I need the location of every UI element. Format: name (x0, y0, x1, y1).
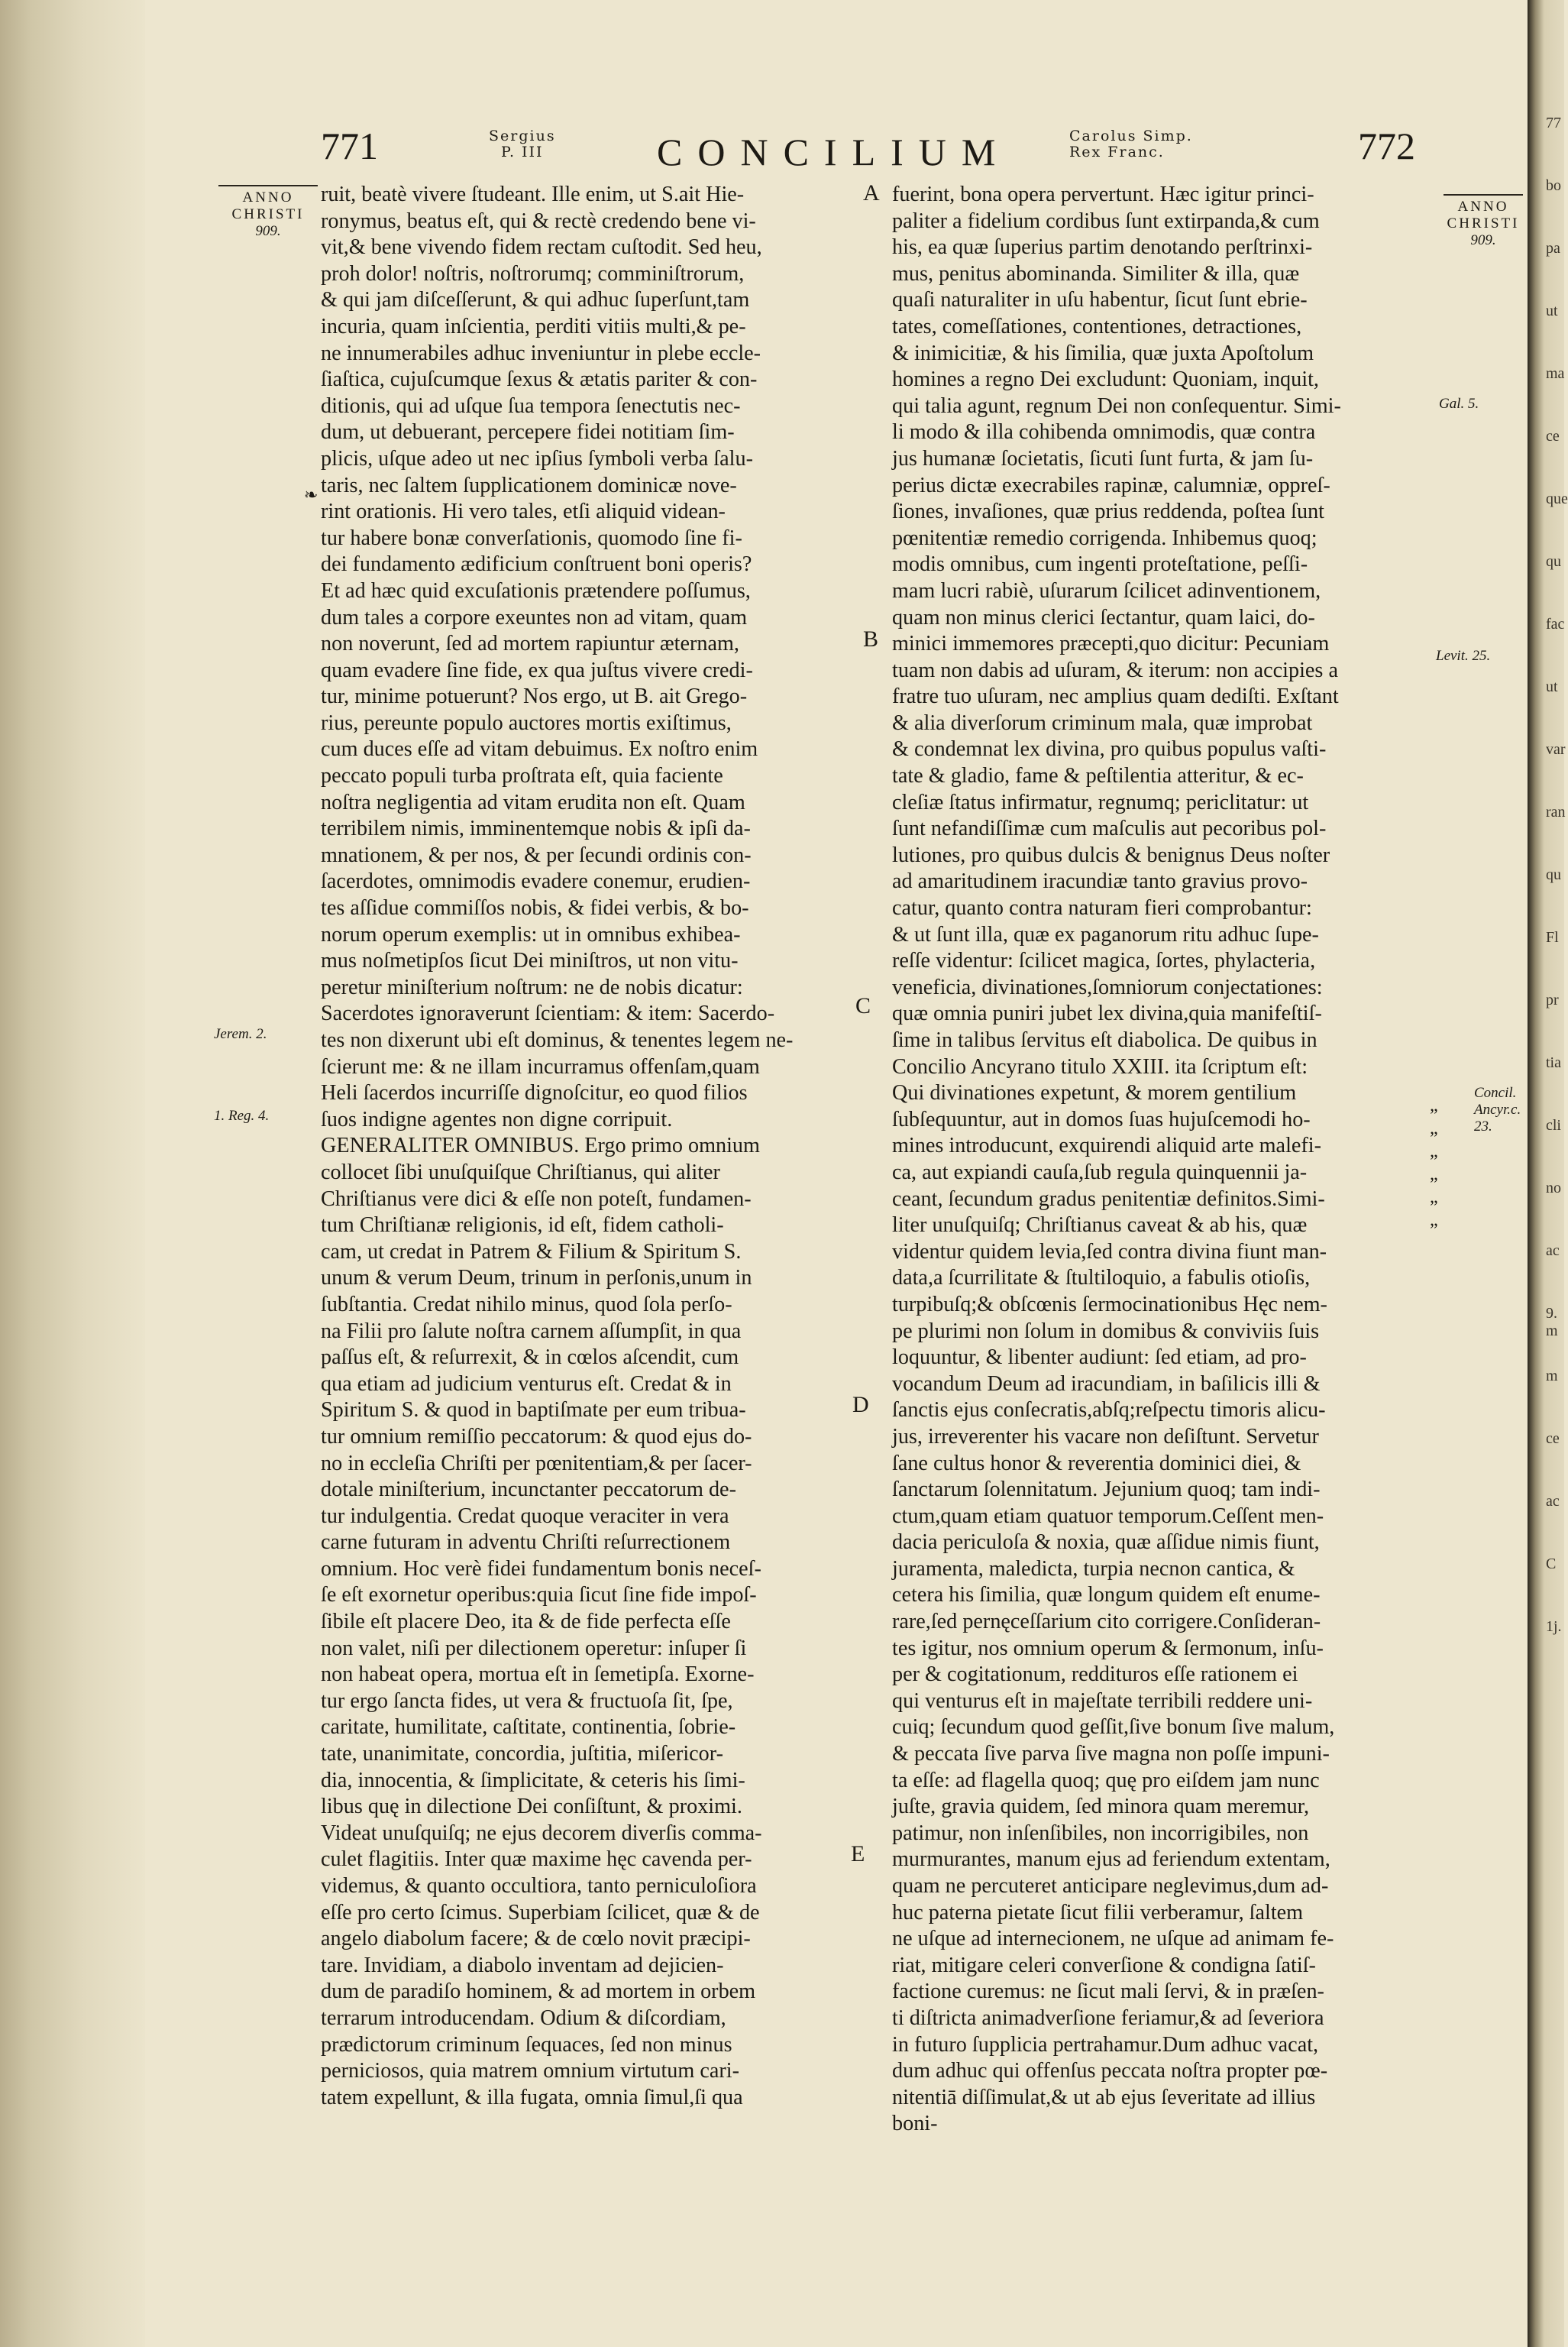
adjacent-page-fragment: qu (1546, 553, 1561, 570)
text-line: non habeat opera, mortua eſt in ſemetipſa. Exorne- (321, 1662, 755, 1687)
text-line: mam lucri rabiè, uſurarum ſcilicet adinventionem, (892, 578, 1321, 603)
adjacent-page-fragment: ma (1546, 365, 1565, 382)
text-line: jus humanæ ſocietatis, ſicuti ſunt furta, & jam ſu- (892, 446, 1314, 471)
text-line: & alia diverſorum criminum mala, quæ improbat (892, 711, 1313, 735)
adjacent-page-fragment: pa (1546, 240, 1560, 257)
text-line: ſane cultus honor & reverentia dominici diei, & (892, 1451, 1301, 1475)
text-line: carne futuram in adventu Chriſti reſurrectionem (321, 1530, 731, 1555)
text-line: Qui divinationes expetunt, & morem gentilium (892, 1081, 1297, 1106)
text-line: tur ergo ſancta fides, ut vera & fructuoſa ſit, ſpe, (321, 1688, 733, 1713)
text-line: GENERALITER OMNIBUS. Ergo primo omnium (321, 1134, 760, 1158)
text-line: jus, irreverenter his vacare non deſiſtunt. Servetur (892, 1424, 1319, 1449)
adjacent-page-fragment: ce (1546, 1430, 1560, 1447)
margin-note-reg: 1. Reg. 4. (214, 1108, 270, 1124)
text-line: ronymus, beatus eſt, qui & rectè credendo bene vi- (321, 209, 756, 233)
text-line: ſe eſt exornetur operibus:quia ſicut ſine fide impoſ- (321, 1583, 757, 1607)
text-line: dotale miniſterium, incunctanter peccatorum de- (321, 1478, 736, 1502)
text-line: cum duces eſſe ad vitam debuimus. Ex noſtro enim (321, 737, 758, 762)
anno-label: ANNO (1457, 199, 1509, 215)
book-gutter-shadow (0, 0, 145, 2347)
left-text-column (321, 182, 855, 2111)
text-line: paſſus eſt, & reſurrexit, & in cœlos aſcendit, cum (321, 1345, 739, 1370)
text-line: terrarum introducendam. Odium & diſcordiam, (321, 2005, 726, 2030)
right-running-head (1069, 128, 1193, 160)
text-line: cetera his ſimilia, quæ longum quidem eſt enume- (892, 1583, 1321, 1607)
text-line: dum adhuc qui offenſus peccata noſtra propter pœ- (892, 2059, 1328, 2083)
text-line: proh dolor! noſtris, noſtrorumq; comminiſtrorum, (321, 261, 745, 286)
text-line: & condemnat lex divina, pro quibus populus vaſti- (892, 737, 1327, 762)
text-line: data,a ſcurrilitate & ſtultiloquio, a fabulis otioſis, (892, 1266, 1311, 1290)
running-head-line: Rex Franc. (1069, 144, 1165, 160)
text-line: ctum,quam etiam quatuor temporum.Ceſſent men- (892, 1504, 1324, 1528)
adjacent-page-fragment: 9. m (1546, 1305, 1558, 1339)
running-head-line: P. III (501, 144, 544, 160)
text-line: patimur, non inſenſibiles, non incorrigibiles, non (892, 1821, 1309, 1845)
text-line: mus noſmetipſos ſicut Dei miniſtros, ut non vitu- (321, 949, 739, 973)
text-line: tates, comeſſationes, contentiones, detractiones, (892, 314, 1302, 338)
text-line: ne innumerabiles adhuc inveniuntur in plebe eccle- (321, 341, 761, 365)
text-line: rare,ſed pernęceſſarium cito corrigere.Conſideran- (892, 1610, 1321, 1634)
text-line: paliter a fidelium cordibus ſunt extirpanda,& cum (892, 209, 1320, 233)
text-line: ad amaritudinem iracundiæ tanto gravius provo- (892, 869, 1308, 894)
margin-note-levit: Levit. 25. (1436, 648, 1491, 664)
right-text-column (892, 182, 1436, 2138)
text-line: tes igitur, nos omnium operum & ſermonum, inſu- (892, 1636, 1324, 1660)
text-line: tum Chriſtianæ religionis, id eſt, fidem catholi- (321, 1213, 724, 1238)
text-line: Et ad hæc quid excuſationis prætendere poſſumus, (321, 578, 751, 603)
text-line: murmurantes, manum ejus ad feriendum extentam, (892, 1847, 1330, 1872)
text-line: Sacerdotes ignoraverunt ſcientiam: & item: Sacerdo- (321, 1002, 775, 1026)
adjacent-page-fragment: que (1546, 490, 1568, 507)
text-line: norum operum exemplis: ut in omnibus exhibea- (321, 922, 741, 947)
text-line: ca, aut expiandi cauſa,ſub regula quinquennii ja- (892, 1160, 1308, 1184)
text-line: & ut ſunt illa, quæ ex paganorum ritu adhuc ſupe- (892, 922, 1319, 947)
text-line: ſubſtantia. Credat nihilo minus, quod ſola perſo- (321, 1292, 732, 1316)
text-line: dum, ut debuerant, percepere fidei notitiam ſim- (321, 420, 735, 445)
text-line: incuria, quam inſcientia, perditi vitiis multi,& pe- (321, 314, 746, 338)
text-line: ſibile eſt placere Deo, ita & de fide perfecta eſſe (321, 1610, 731, 1634)
text-line: peccato populi turba proſtrata eſt, quia faciente (321, 764, 723, 788)
text-line: per & cogitationum, reddituros eſſe rationem ei (892, 1662, 1298, 1687)
text-line: taris, nec ſaltem ſupplicationem dominicæ nove- (321, 473, 737, 497)
text-line: tare. Invidiam, a diabolo inventam ad dejicien- (321, 1953, 724, 1977)
text-line: pe plurimi non ſolum in domibus & conviviis ſuis (892, 1319, 1320, 1343)
text-line: no in eccleſia Chriſti per pœnitentiam,& per ſacer- (321, 1451, 752, 1475)
text-line: li modo & illa cohibenda omnimodis, quæ contra (892, 420, 1316, 445)
text-line: tate, unanimitate, concordia, juſtitia, miſericor- (321, 1742, 723, 1766)
text-line: nitentiā diſſimulat,& ut ab ejus ſeveritate ad illius (892, 2085, 1316, 2109)
anno-year: 909. (1470, 232, 1496, 248)
left-running-head (489, 128, 556, 160)
adjacent-page-fragment: Fl (1546, 929, 1559, 946)
text-line: Spiritum S. & quod in baptiſmate per eum tribua- (321, 1398, 746, 1423)
running-head-line: Carolus Simp. (1069, 128, 1193, 144)
adjacent-page-fragment: pr (1546, 992, 1559, 1008)
text-line: videmus, & quanto occultiora, tanto perniculoſiora (321, 1874, 757, 1898)
text-line: tuam non dabis ad uſuram, & iterum: non accipies a (892, 658, 1338, 682)
text-line: perius dictæ execrabiles rapinæ, calumniæ, oppreſ- (892, 473, 1330, 497)
text-line: ruit, beatè vivere ſtudeant. Ille enim, ut S.ait Hie- (321, 183, 745, 206)
text-line: juſte, gravia quidem, ſed minora quam meremur, (892, 1795, 1310, 1819)
text-line: quam non minus clerici ſectantur, quam laici, do- (892, 605, 1315, 630)
adjacent-page-fragment: ac (1546, 1242, 1560, 1259)
adjacent-page-fragment: 77 (1546, 115, 1561, 131)
margin-asterisk: ❧ (304, 486, 318, 505)
text-line: ſanctarum ſolennitatum. Jejunium quoq; tam indi- (892, 1478, 1321, 1502)
adjacent-page-fragment: qu (1546, 866, 1561, 883)
text-line: Heli ſacerdos incurriſſe dignoſcitur, eo quod filios (321, 1081, 748, 1106)
text-line: dacia periculoſa & noxia, quæ aſſidue nimis fiunt, (892, 1530, 1320, 1555)
adjacent-page-fragment: C (1546, 1555, 1557, 1572)
text-line: ſacerdotes, omnimodis evadere conemur, erudien- (321, 869, 751, 894)
text-line: loquuntur, & libenter audiunt: ſed etiam, ad pro- (892, 1345, 1307, 1370)
text-line: Concilio Ancyrano titulo XXIII. ita ſcriptum eſt: (892, 1054, 1308, 1079)
text-line: tes non dixerunt ubi eſt dominus, & tenentes legem ne- (321, 1028, 794, 1052)
text-line: factione curemus: ne ſicut mali ſervi, & in præſen- (892, 1980, 1324, 2004)
text-line: qua etiam ad judicium venturus eſt. Credat & in (321, 1371, 732, 1396)
text-line: collocet ſibi unuſquiſque Chriſtianus, qui aliter (321, 1160, 720, 1184)
christi-label: CHRISTI (231, 206, 305, 222)
text-line: na Filii pro ſalute noſtra carnem aſſumpſit, in qua (321, 1319, 742, 1343)
adjacent-page-fragment: no (1546, 1180, 1561, 1196)
adjacent-page-fragment: bo (1546, 177, 1561, 194)
text-line: Videat unuſquiſq; ne ejus decorem diverſis comma- (321, 1821, 762, 1845)
text-line: dei fundamento ædificium conſtruent boni operis? (321, 552, 752, 577)
text-line: riat, mitigare celeri converſione & condigna ſatiſ- (892, 1953, 1316, 1977)
text-line: fuerint, bona opera pervertunt. Hæc igitur princi- (892, 183, 1314, 206)
text-line: cuiq; ſecundum quod geſſit,ſive bonum ſive malum, (892, 1715, 1335, 1740)
section-letter-a: A (863, 180, 880, 206)
text-line: ſubſequuntur, aut in domos ſuas hujuſcemodi ho- (892, 1107, 1311, 1131)
page-header (0, 0, 1528, 183)
text-line: rint orationis. Hi vero tales, etſi aliquid videan- (321, 500, 726, 524)
text-line: dum de paradiſo hominem, & ad mortem in orbem (321, 1980, 756, 2004)
text-line: tur indulgentia. Credat quoque veraciter in vera (321, 1504, 729, 1528)
text-line: catur, quanto contra naturam fieri comprobantur: (892, 896, 1312, 921)
text-line: huc paterna pietate ſicut filii verberamur, ſaltem (892, 1900, 1304, 1925)
text-line: ceant, ſecundum gradus penitentiæ definitos.Simi- (892, 1186, 1325, 1211)
adjacent-page-fragment: cli (1546, 1117, 1561, 1134)
text-line: mus, penitus abominanda. Similiter & illa, quæ (892, 261, 1300, 286)
adjacent-page-edge (1528, 0, 1568, 2347)
text-line: noſtra negligentia ad vitam erudita non eſt. Quam (321, 790, 745, 814)
text-line: pœnitentiæ remedio corrigenda. Inhibemus quoq; (892, 526, 1317, 550)
adjacent-page-fragment: fac (1546, 616, 1565, 633)
text-line: tur habere bonæ converſationis, quomodo ſine fi- (321, 526, 742, 550)
text-line: eſſe pro certo ſcimus. Superbiam ſcilicet, quæ & de (321, 1900, 760, 1925)
text-line: in futuro ſupplicia pertrahamur.Dum adhuc vacat, (892, 2032, 1319, 2057)
text-line: vocandum Deum ad iracundiam, in baſilicis illi & (892, 1371, 1321, 1396)
text-line: ſcierunt me: & ne illam incurramus offenſam,quam (321, 1054, 760, 1079)
text-line: dum tales a corpore exeuntes non ad vitam, quam (321, 605, 748, 630)
adjacent-page-fragment: 1j. (1546, 1618, 1562, 1635)
christi-label: CHRISTI (1447, 215, 1520, 231)
text-line: culet flagitiis. Inter quæ maxime hęc cavenda per- (321, 1847, 752, 1872)
text-line: omnium. Hoc verè fidei fundamentum bonis neceſ- (321, 1556, 761, 1581)
text-line: libus quę in dilectione Dei conſiſtunt, & proximi. (321, 1795, 742, 1819)
text-line: perniciosos, quia matrem omnium virtutum cari- (321, 2059, 739, 2083)
text-line: qui talia agunt, regnum Dei non conſequentur. Simi- (892, 393, 1341, 418)
adjacent-page-fragment: var (1546, 741, 1566, 758)
adjacent-page-fragment: ac (1546, 1493, 1560, 1510)
text-line: non noverunt, ſed ad mortem rapiuntur æternam, (321, 632, 739, 656)
text-line: dia, innocentia, & ſimplicitate, & ceteris his ſimi- (321, 1768, 745, 1792)
running-head-line: Sergius (489, 128, 556, 144)
text-line: qui venturus eſt in majeſtate terribili reddere uni- (892, 1688, 1313, 1713)
page-title: CONCILIUM (657, 131, 1011, 173)
text-line: mines introducunt, exquirendi aliquid arte malefi- (892, 1134, 1322, 1158)
adjacent-page-fragment: m (1546, 1368, 1558, 1384)
text-line: videntur quidem levia,ſed contra divina fiunt man- (892, 1239, 1327, 1264)
text-line: rius, pereunte populo auctores mortis exiſtimus, (321, 711, 732, 735)
text-line: ſime in talibus ſervitus eſt diabolica. De quibus in (892, 1028, 1317, 1052)
margin-note-line: Concil. (1474, 1085, 1517, 1101)
text-line: peretur miniſterium noſtrum: ne de nobis dicatur: (321, 975, 743, 999)
text-line: tes aſſidue commiſſos nobis, & fidei verbis, & bo- (321, 896, 749, 921)
text-line: ta eſſe: ad flagella quoq; quę pro eiſdem jam nunc (892, 1768, 1320, 1792)
quotation-marks: „ „ „ „ „ „ (1430, 1096, 1438, 1230)
text-line: modis omnibus, cum ingenti proteſtatione, peſſi- (892, 552, 1308, 577)
text-line: plicis, uſque adeo ut nec ipſius ſymboli verba ſalu- (321, 446, 753, 471)
text-line: unum & verum Deum, trinum in perſonis,unum in (321, 1266, 752, 1290)
text-line: ſunt nefandiſſimæ cum maſculis aut pecoribus pol- (892, 817, 1327, 841)
text-line: ſuos indigne agentes non digne corripuit. (321, 1107, 673, 1131)
text-line: mnationem, & per nos, & per ſecundi ordinis con- (321, 843, 752, 867)
text-line: tur, minime potuerunt? Nos ergo, ut B. ait Grego- (321, 685, 748, 709)
section-letter-b: B (863, 626, 879, 652)
text-line: tur omnium remiſſio peccatorum: & quod ejus do- (321, 1424, 752, 1449)
text-line: ſanctis ejus conſecratis,abſq;reſpectu timoris alicu- (892, 1398, 1326, 1423)
text-line: fratre tuo uſuram, nec amplius quam dediſti. Exſtant (892, 685, 1339, 709)
section-letter-d: D (852, 1392, 869, 1417)
section-letter-c: C (855, 993, 871, 1018)
adjacent-page-fragment: tia (1546, 1054, 1561, 1071)
text-line: cam, ut credat in Patrem & Filium & Spiritum S. (321, 1239, 742, 1264)
text-line: boni- (892, 2112, 938, 2136)
text-line: angelo diabolum facere; & de cœlo novit præcipi- (321, 1927, 751, 1951)
text-line: & qui jam diſceſſerunt, & qui adhuc ſuperſunt,tam (321, 288, 750, 312)
text-line: ditionis, qui ad uſque ſua tempora ſenectutis nec- (321, 393, 741, 418)
left-page-number: 771 (321, 125, 378, 167)
text-line: ne uſque ad internecionem, ne uſque ad animam fe- (892, 1927, 1334, 1951)
text-line: cleſiæ ſtatus infirmatur, regnumq; periclitatur: ut (892, 790, 1309, 814)
text-line: lutiones, pro quibus dulcis & benignus Deus noſter (892, 843, 1330, 867)
text-line: & peccata ſive parva ſive magna non poſſe impuni- (892, 1742, 1330, 1766)
text-line: reſſe videntur: ſcilicet magica, ſortes, phylacteria, (892, 949, 1316, 973)
text-line: vit,& bene vivendo fidem rectam cuſtodit. Sed heu, (321, 235, 762, 260)
text-line: tatem expellunt, & illa fugata, omnia ſimul,ſi qua (321, 2085, 743, 2109)
text-line: prædictorum criminum ſequaces, ſed non minus (321, 2032, 732, 2057)
text-line: caritate, humilitate, caſtitate, continentia, ſobrie- (321, 1715, 736, 1740)
text-line: homines a regno Dei excludunt: Quoniam, inquit, (892, 367, 1319, 392)
text-line: & inimicitiæ, & his ſimilia, quæ juxta Apoſtolum (892, 341, 1314, 365)
text-line: quam evadere ſine fide, ex qua juſtus vivere credi- (321, 658, 753, 682)
text-line: quæ omnia puniri jubet lex divina,quia manifeſtiſ- (892, 1002, 1322, 1026)
text-line: quaſi naturaliter in uſu habentur, ſicut ſunt ebrie- (892, 288, 1308, 312)
text-line: ſiones, invaſiones, quæ prius reddenda, poſtea ſunt (892, 500, 1324, 524)
text-line: turpibuſq;& obſcœnis ſermocinationibus Hęc nem- (892, 1292, 1327, 1316)
margin-note-line: Ancyr.c. (1474, 1102, 1521, 1118)
margin-note-jerem: Jerem. 2. (214, 1026, 267, 1042)
anno-year: 909. (255, 223, 281, 239)
adjacent-page-fragment: ce (1546, 428, 1560, 445)
adjacent-page-fragment: ran (1546, 804, 1566, 821)
margin-note-line: 23. (1474, 1118, 1492, 1135)
text-line: minici immemores præcepti,quo dicitur: Pecuniam (892, 632, 1330, 656)
text-line: his, ea quæ ſuperius partim denotando perſtrinxi- (892, 235, 1313, 260)
text-line: ti diſtricta animadverſione feriamur,& ad ſeveriora (892, 2005, 1324, 2030)
text-line: quam ne percuteret anticipare neglevimus,dum ad- (892, 1874, 1329, 1898)
text-line: terribilem nimis, imminentemque nobis & ipſi da- (321, 817, 751, 841)
text-line: liter unuſquiſq; Chriſtianus caveat & ab his, quæ (892, 1213, 1308, 1238)
adjacent-page-fragment: ut (1546, 303, 1558, 319)
right-page-number: 772 (1358, 125, 1415, 167)
anno-christi-left (218, 185, 318, 240)
text-line: Chriſtianus vere dici & eſſe non poteſt, fundamen- (321, 1186, 752, 1211)
anno-christi-right (1444, 194, 1523, 249)
anno-label: ANNO (242, 189, 294, 206)
adjacent-page-fragment: ut (1546, 678, 1558, 695)
text-line: tate & gladio, fame & peſtilentia atteritur, & ec- (892, 764, 1304, 788)
text-line: juramenta, maledicta, turpia necnon cantica, & (892, 1556, 1295, 1581)
text-line: non valet, niſi per dilectionem operetur: inſuper ſi (321, 1636, 747, 1660)
section-letter-e: E (851, 1841, 865, 1866)
text-line: veneficia, divinationes,ſomniorum conjectationes: (892, 975, 1323, 999)
margin-note-gal: Gal. 5. (1439, 396, 1479, 412)
margin-note-concil (1474, 1085, 1521, 1135)
text-line: ſiaſtica, cujuſcumque ſexus & ætatis pariter & con- (321, 367, 758, 392)
